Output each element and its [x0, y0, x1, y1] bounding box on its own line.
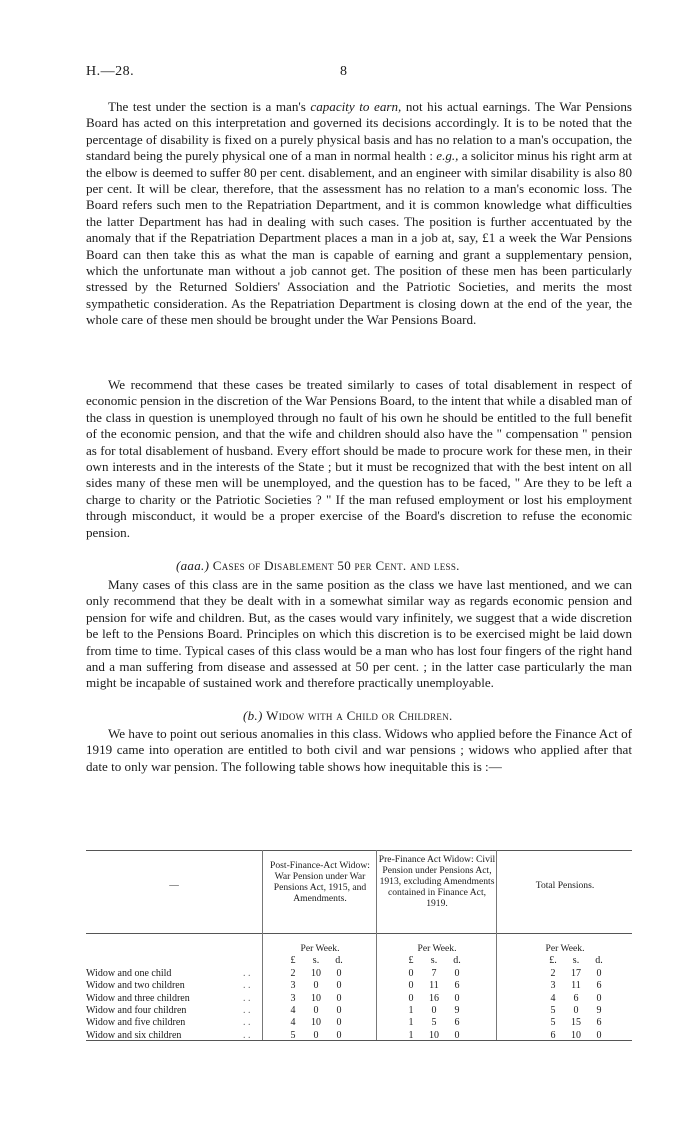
- amount-total: 3 11 6: [550, 980, 602, 992]
- row-label: Widow and five children: [86, 1017, 186, 1029]
- row-label: Widow and one child: [86, 968, 172, 979]
- row-leader-dots: . .: [243, 1004, 251, 1016]
- table-row: [86, 993, 632, 1005]
- amount-total: 6 10 0: [550, 1029, 602, 1041]
- row-leader-dots: . .: [243, 968, 251, 979]
- row-label: Widow and four children: [86, 1004, 187, 1016]
- col1-per-week: Per Week.: [300, 943, 340, 954]
- table-col-total: Total Pensions.: [535, 880, 595, 891]
- paragraph-capacity-to-earn: The test under the section is a man's capacity to earn, not his actual earnings. The War Pensions Board has acted on this interpretation and governed its decisions accordingly. It is to be noted that the percentage of disability is fixed on a purely physical basis and has no relation to a man's occupation, the standard being the purely physical one of a man in normal health : e.g., a solicitor minus his right arm at the elbow is deemed to suffer 80 per cent. disablement, and an engineer with similar disability is also 80 per cent. It will be clear, therefore, that the assessment has no relation to a man's economic loss. The Board refers such men to the Repatriation Department, and it is common knowledge what difficulties the latter Department has had in dealing with such cases. The position is further accentuated by the anomaly that if the Repatriation Department places a man in a job at, say, £1 a week the War Pensions Board can then take this as what the man is capable of earning and grant a supplementary pension, which the unfortunate man without a job cannot get. The position of these men has been particularly stressed by the Returned Soldiers' Association and the Patriotic Societies, and merits the most sympathetic consideration. As the Repatriation Department is closing down at the end of the year, the whole care of these men should be brought under the War Pensions Board.: [86, 99, 633, 328]
- row-leader-dots: . .: [243, 992, 251, 1004]
- amount-total: 5 0 9: [550, 1004, 602, 1016]
- amount-total: 5 15 6: [550, 1017, 602, 1029]
- amount-post-finance: 4 10 0: [290, 1017, 342, 1029]
- paragraph-cases-50-percent: Many cases of this class are in the same position as the class we have last mentioned, and we can only recommend that they be dealt with in a somewhat similar way as regards economic pension and pension for wife and children. But, as the cases would vary infinitely, we suggest that a wide discretion be left to the Pensions Board. Principles on which this discretion is to be exercised might be laid down from time to time. Typical cases of this class would be a man who has lost four fingers of the right hand and a man suffering from disease and assessed at 50 per cent. ; in the latter case particularly the man might be incapable of sustained work and therefore practically unemployable.: [86, 577, 632, 691]
- amount-pre-finance: 0 7 0: [408, 968, 460, 979]
- table-col-post-finance: Post-Finance-Act Widow: War Pension under War Pensions Act, 1915, and Amendments.: [270, 860, 370, 904]
- row-label: Widow and six children: [86, 1029, 182, 1041]
- amount-post-finance: 4 0 0: [290, 1004, 342, 1016]
- row-label: Widow and two children: [86, 980, 185, 992]
- table-row: [86, 1030, 632, 1042]
- amount-post-finance: 3 10 0: [290, 992, 342, 1004]
- page-header-ref: H.—28.: [86, 64, 135, 79]
- table-row: [86, 968, 632, 980]
- table-row: [86, 980, 632, 992]
- amount-post-finance: 3 0 0: [290, 980, 342, 992]
- amount-post-finance: 5 0 0: [290, 1029, 342, 1041]
- table-top-rule: [86, 850, 632, 851]
- row-label: Widow and three children: [86, 992, 190, 1004]
- col2-per-week: Per Week.: [417, 943, 457, 954]
- amount-post-finance: 2 10 0: [290, 968, 342, 979]
- table-stub-header: —: [169, 880, 179, 891]
- row-leader-dots: . .: [243, 980, 251, 992]
- section-heading-aaa: (aaa.) Cases of Disablement 50 per Cent. and less.: [176, 558, 460, 573]
- units-row: £ s. d. £ s. d. £. s. d.: [290, 955, 603, 966]
- amount-pre-finance: 1 10 0: [408, 1029, 460, 1041]
- table-row: [86, 1017, 632, 1029]
- paragraph-recommendation: We recommend that these cases be treated similarly to cases of total disablement in respect of economic pension in the discretion of the War Pensions Board, to the intent that while a disabled man of the class in question is unemployed through no fault of his own he should be entitled to the full benefit of the economic pension, and that the wife and children should also have the " compensation " pension as for total disablement of husband. Every effort should be made to procure work for these men, in their own interests and in the interests of the State ; but it must be recognized that with the best intent on all sides many of these men will be unemployed, and the question has to be faced, " Are they to be left a charge to charity or the Patriotic Societies ? " If the man refused employment or lost his employment through misconduct, it would be a proper exercise of the Board's discretion to refuse the economic pension.: [86, 377, 632, 540]
- table-col-pre-finance: Pre-Finance Act Widow: Civil Pension under Pensions Act, 1913, excluding Amendments contained in Finance Act, 1919.: [378, 854, 496, 909]
- amount-pre-finance: 1 5 6: [408, 1017, 460, 1029]
- row-leader-dots: . .: [243, 1029, 251, 1041]
- amount-total: 4 6 0: [550, 992, 602, 1004]
- table-header-rule: [86, 933, 632, 934]
- amount-total: 2 17 0: [550, 968, 602, 979]
- row-leader-dots: . .: [243, 1017, 251, 1029]
- paragraph-widow-anomalies: We have to point out serious anomalies in this class. Widows who applied before the Finance Act of 1919 came into operation are entitled to both civil and war pensions ; widows who applied after that date to only war pension. The following table shows how inequitable this is :—: [86, 726, 632, 774]
- amount-pre-finance: 0 16 0: [408, 992, 460, 1004]
- page-number: 8: [340, 64, 347, 79]
- table-row: [86, 1005, 632, 1017]
- amount-pre-finance: 1 0 9: [408, 1004, 460, 1016]
- col3-per-week: Per Week.: [545, 943, 585, 954]
- amount-pre-finance: 0 11 6: [408, 980, 460, 992]
- section-heading-b: (b.) Widow with a Child or Children.: [243, 708, 453, 723]
